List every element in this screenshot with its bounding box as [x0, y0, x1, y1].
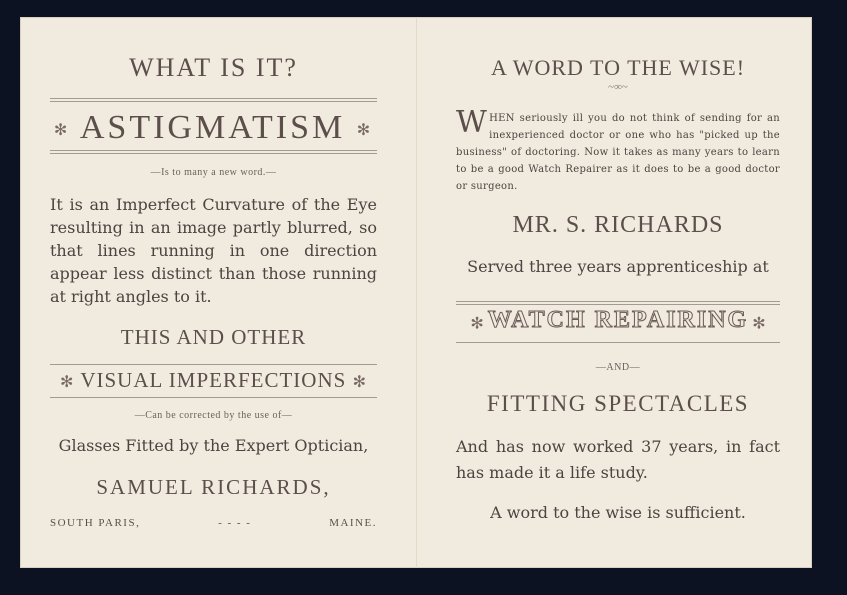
visual-imperfections — [50, 368, 377, 393]
footer-state: MAINE. — [329, 517, 377, 529]
watch-repairing-heading — [456, 307, 780, 334]
visual-imperfections-text: VISUAL IMPERFECTIONS — [80, 368, 347, 392]
fitting-spectacles-heading: FITTING SPECTACLES — [486, 391, 750, 416]
footer-dashes: - - - - — [218, 517, 252, 529]
left-panel — [50, 17, 377, 568]
astigmatism-headline — [50, 109, 377, 147]
star-ornament-icon: ✻ — [60, 374, 75, 392]
new-word-note: —Is to many a new word.— — [150, 167, 277, 178]
rule-watch-3 — [456, 342, 780, 343]
astigmatism-text: ASTIGMATISM — [79, 109, 346, 146]
what-is-it-title: WHAT IS IT? — [129, 53, 298, 82]
corrected-note: —Can be corrected by the use of— — [134, 410, 293, 421]
rule-watch-2 — [456, 304, 780, 305]
intro-text: HEN seriously ill you do not think of sending for an inexperienced doctor or one who has "picked up the business" of doctoring. Now it takes as many years to learn to be a good Watch Repairer as it does to be a good doctor or surgeon. — [456, 113, 780, 192]
star-ornament-icon: ✻ — [352, 374, 367, 392]
star-ornament-icon: ✻ — [752, 315, 766, 333]
rule-mid-2 — [50, 153, 377, 154]
card-fold — [416, 17, 417, 568]
star-ornament-icon: ✻ — [53, 122, 71, 140]
drop-cap: W — [456, 105, 488, 140]
star-ornament-icon: ✻ — [470, 315, 484, 333]
star-ornament-icon: ✻ — [356, 122, 374, 140]
flourish-ornament-icon: ~∞~ — [608, 81, 628, 93]
rule-watch — [456, 301, 780, 302]
glasses-fitted-line: Glasses Fitted by the Expert Optician, — [58, 436, 369, 455]
and-separator: —AND— — [595, 362, 641, 373]
worked-years-paragraph: And has now worked 37 years, in fact has made it a life study. — [456, 437, 780, 482]
rule-mid — [50, 150, 377, 151]
rule-top-2 — [50, 101, 377, 102]
advertising-card — [20, 17, 812, 568]
watch-repairing-text: WATCH REPAIRING — [487, 307, 749, 333]
served-line: Served three years apprenticeship at — [467, 257, 769, 276]
word-to-wise-closing: A word to the wise is sufficient. — [490, 503, 746, 522]
address-footer — [50, 517, 377, 529]
right-panel — [456, 17, 780, 568]
intro-paragraph — [456, 105, 780, 195]
rule-visual-2 — [50, 397, 377, 398]
rule-top — [50, 98, 377, 99]
definition-paragraph: It is an Imperfect Curvature of the Eye resulting in an image partly blurred, so that lines running in one direction appear less distinct than those running at right angles to it. — [50, 195, 377, 306]
samuel-richards-name: SAMUEL RICHARDS, — [96, 475, 331, 499]
this-and-other: THIS AND OTHER — [120, 325, 307, 349]
rule-visual — [50, 364, 377, 365]
word-to-wise-title: A WORD TO THE WISE! — [490, 55, 746, 80]
mr-richards-heading: MR. S. RICHARDS — [512, 212, 724, 238]
footer-city: SOUTH PARIS, — [50, 517, 141, 529]
